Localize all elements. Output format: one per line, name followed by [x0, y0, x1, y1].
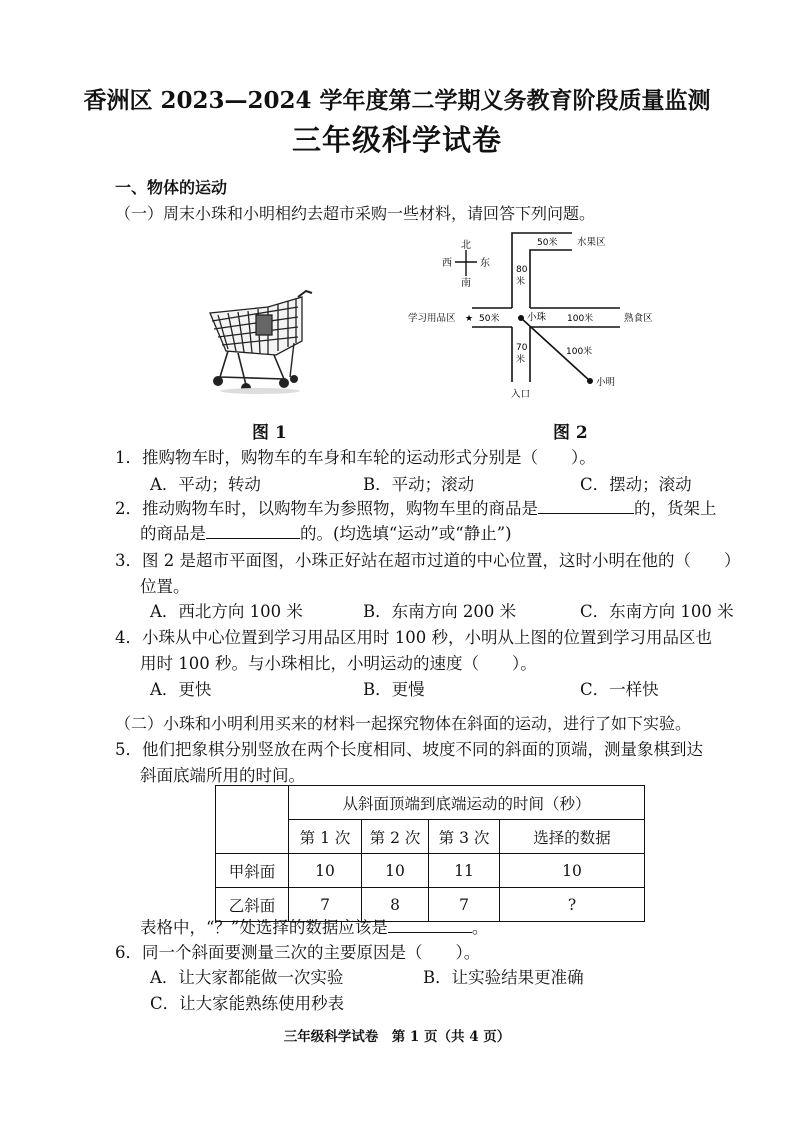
experiment-table	[215, 785, 645, 922]
q5-followup	[140, 914, 488, 938]
part1-intro: （一）周末小珠和小明相约去超市采购一些材料，请回答下列问题。	[115, 204, 596, 223]
q1-option-a: A．平动；转动	[150, 475, 261, 494]
q3-option-a: A．西北方向 100 米	[150, 602, 303, 621]
q2-line2	[140, 520, 512, 544]
q2-blank-2[interactable]	[206, 520, 300, 539]
distance-up-unit: 米	[516, 277, 526, 287]
q6-option-a: A．让大家都能做一次实验	[150, 968, 344, 987]
q3-option-b: B．东南方向 200 米	[363, 602, 517, 621]
q3-line2: 位置。	[140, 577, 190, 596]
q1-option-b: B．平动；滚动	[363, 475, 475, 494]
figure2-caption: 图 2	[553, 423, 588, 443]
compass-north: 北	[461, 240, 471, 251]
table-cell: 8	[362, 888, 429, 922]
exam-subtitle: 三年级科学试卷	[291, 123, 502, 157]
q3-option-c: C．东南方向 100 米	[580, 602, 734, 621]
compass-south: 南	[461, 278, 471, 289]
q6-option-b: B．让实验结果更准确	[423, 968, 584, 987]
q3-line1: 3．图 2 是超市平面图，小珠正好站在超市过道的中心位置，这时小明在他的（ ）	[115, 551, 741, 570]
q2-line1-pre: 2．推动购物车时，以购物车为参照物，购物车里的商品是	[115, 499, 538, 518]
col-header: 第 2 次	[362, 820, 429, 854]
compass-west: 西	[442, 258, 452, 269]
table-cell: 7	[289, 888, 362, 922]
table-row	[216, 854, 645, 888]
table-cell: ?	[500, 888, 645, 922]
col-header: 选择的数据	[500, 820, 645, 854]
section-heading: 一、物体的运动	[115, 178, 228, 197]
table-cell: 10	[500, 854, 645, 888]
q4-option-c: C．一样快	[580, 680, 659, 699]
compass-east: 东	[480, 258, 490, 269]
q6-option-c: C．让大家能熟练使用秒表	[150, 994, 345, 1013]
entrance-label: 入口	[511, 389, 531, 400]
distance-right: 100米	[567, 314, 594, 324]
q5-blank[interactable]	[388, 914, 472, 933]
table-cell: 10	[289, 854, 362, 888]
q1-stem: 1．推购物车时，购物车的车身和车轮的运动形式分别是（ ）。	[115, 448, 596, 467]
part2-intro: （二）小珠和小明利用买来的材料一起探究物体在斜面的运动，进行了如下实验。	[115, 714, 692, 733]
col-header: 第 1 次	[289, 820, 362, 854]
q1-option-c: C．摆动；滚动	[580, 475, 692, 494]
distance-diagonal: 100米	[566, 347, 593, 357]
table-header-row	[216, 786, 645, 820]
table-cell: 7	[429, 888, 500, 922]
shopping-cart-figure	[198, 285, 318, 395]
stationery-area-label: 学习用品区	[408, 313, 456, 324]
figure1-caption: 图 1	[252, 423, 287, 443]
q4-line1: 4．小珠从中心位置到学习用品区用时 100 秒，小明从上图的位置到学习用品区也	[115, 628, 712, 647]
q2-line1	[115, 495, 717, 519]
table-cell: 10	[362, 854, 429, 888]
page-footer: 三年级科学试卷 第 1 页（共 4 页）	[283, 1029, 511, 1045]
supermarket-map	[408, 232, 664, 402]
distance-left: 50米	[479, 314, 500, 324]
row-label: 乙斜面	[216, 888, 289, 922]
xiaozhu-label: 小珠	[527, 312, 547, 323]
q2-blank-1[interactable]	[538, 495, 634, 514]
distance-top: 50米	[537, 238, 558, 248]
q2-line2-post: 的。(均选填“运动”或“静止”)	[300, 524, 512, 543]
fruit-area-label: 水果区	[577, 237, 606, 248]
distance-down: 70	[516, 343, 528, 353]
xiaoming-label: 小明	[596, 377, 616, 388]
row-label: 甲斜面	[216, 854, 289, 888]
table-corner-cell	[216, 786, 289, 854]
q5-line2: 斜面底端所用的时间。	[140, 766, 305, 785]
q6-stem: 6．同一个斜面要测量三次的主要原因是（ ）。	[115, 943, 481, 962]
distance-up: 80	[516, 265, 528, 275]
q2-line2-pre: 的商品是	[140, 524, 206, 543]
col-header: 第 3 次	[429, 820, 500, 854]
table-header-span: 从斜面顶端到底端运动的时间（秒）	[289, 786, 645, 820]
q4-option-b: B．更慢	[363, 680, 425, 699]
exam-title: 香洲区 2023—2024 学年度第二学期义务教育阶段质量监测	[83, 87, 711, 114]
q2-line1-post: 的，货架上	[634, 499, 717, 518]
cooked-food-area-label: 熟食区	[624, 313, 653, 324]
q5-followup-pre: 表格中，“？”处选择的数据应该是	[140, 918, 388, 937]
table-cell: 11	[429, 854, 500, 888]
q5-line1: 5．他们把象棋分别竖放在两个长度相同、坡度不同的斜面的顶端，测量象棋到达	[115, 740, 703, 759]
q4-line2: 用时 100 秒。与小珠相比，小明运动的速度（ ）。	[140, 654, 537, 673]
star-icon: ★	[465, 314, 474, 324]
q4-option-a: A．更快	[150, 680, 212, 699]
q5-followup-post: 。	[471, 918, 489, 937]
distance-down-unit: 米	[516, 355, 526, 365]
